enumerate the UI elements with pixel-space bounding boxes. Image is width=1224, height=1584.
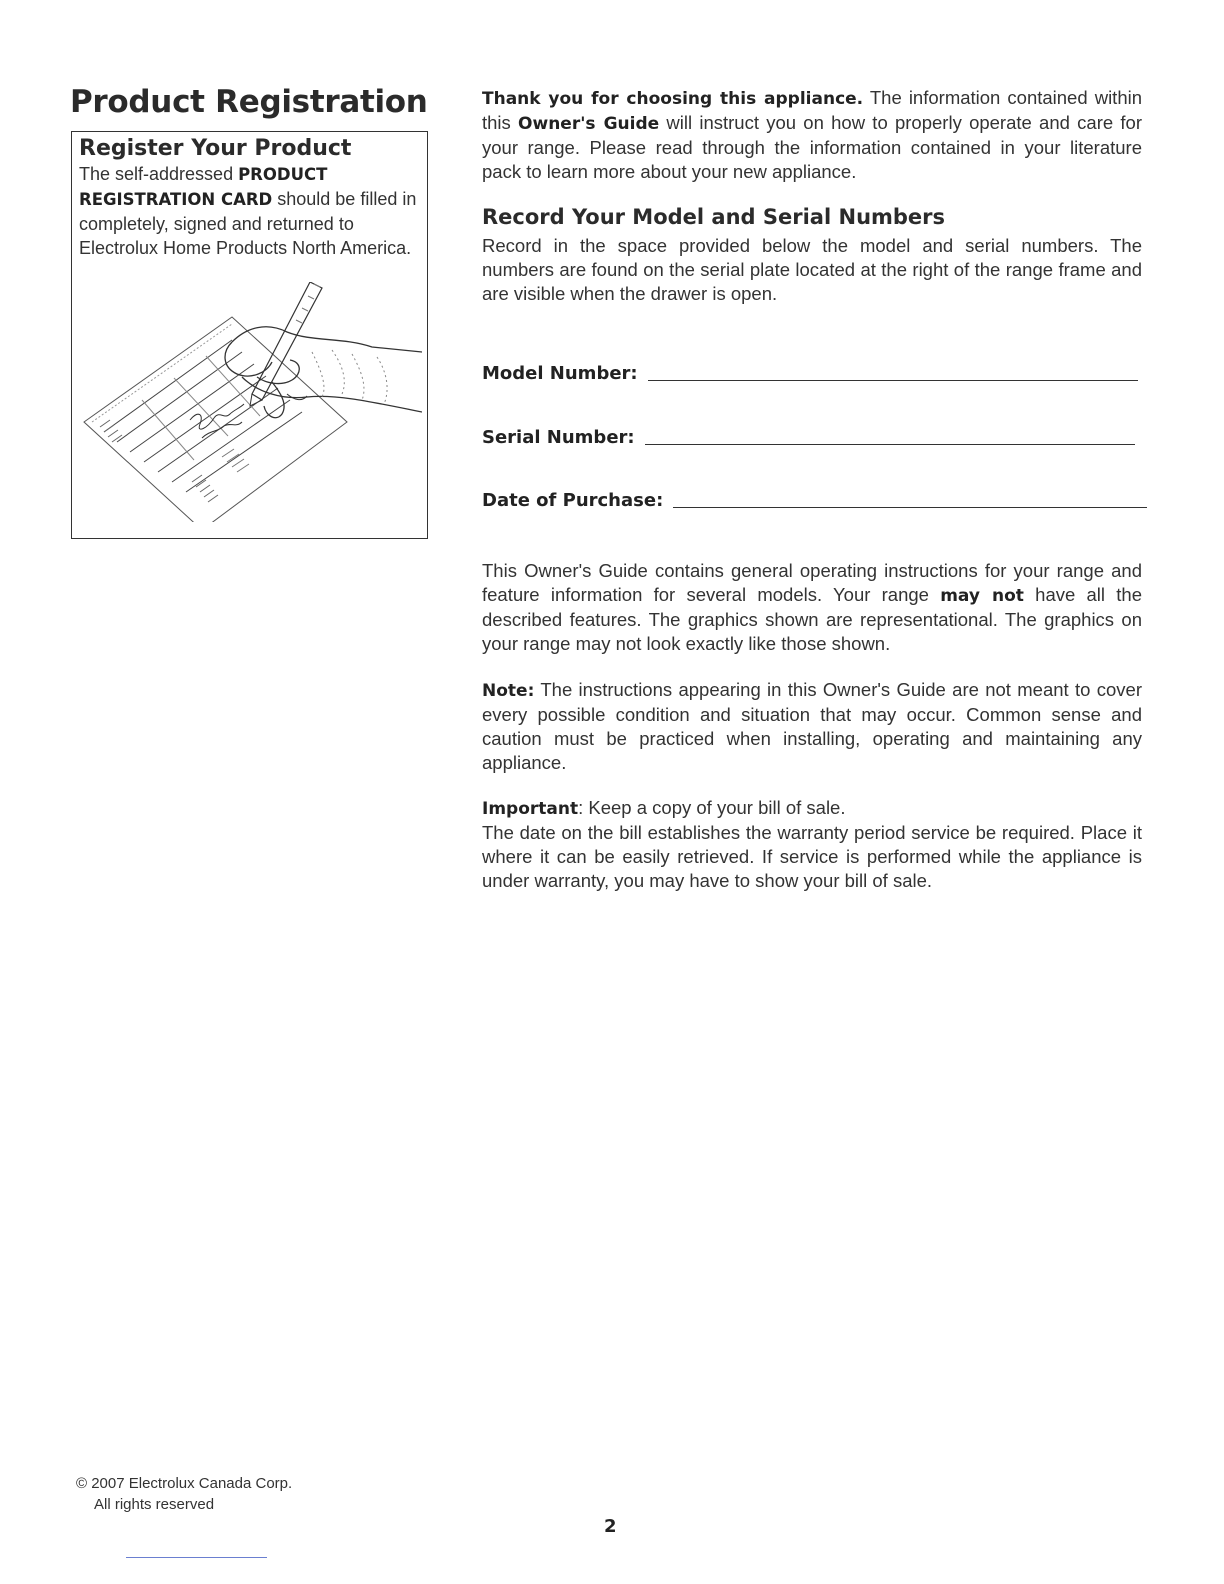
register-text-pre: The self-addressed [79,164,239,184]
serial-number-label: Serial Number: [482,427,635,448]
general-may-not: may not [940,586,1024,606]
register-heading: Register Your Product [79,136,352,161]
important-text-1: : Keep a copy of your bill of sale. [578,797,846,818]
general-text-1: This Owner's Guide contains general operating instructions for your range and feature information for several models. Your range [482,560,1142,605]
date-of-purchase-line[interactable] [673,507,1147,508]
copyright-block [76,1473,292,1515]
note-label: Note: [482,681,535,701]
intro-text-2: will instruct you on how to properly operate and care for your range. Please read through the information contained in your literature pack to learn more about your new appliance. [482,112,1143,182]
date-of-purchase-field[interactable] [482,483,1147,511]
record-heading: Record Your Model and Serial Numbers [482,205,946,229]
page-title: Product Registration [70,84,428,120]
model-number-field[interactable] [482,356,1138,384]
general-text-2: have all the described features. The graphics shown are representational. The graphics on your range may not look exactly like those shown. [482,584,1142,654]
model-number-line[interactable] [648,380,1138,381]
serial-number-line[interactable] [645,444,1135,445]
important-text-2: The date on the bill establishes the warranty period service be required. Place it where it can be easily retrieved. If service is performed while the appliance is under warranty, you may have to show your bill of sale. [482,822,1142,891]
important-label: Important [482,799,579,819]
register-text [79,162,423,260]
serial-number-field[interactable] [482,420,1135,448]
intro-owners-guide: Owner's Guide [518,114,660,134]
important-paragraph [482,796,1142,893]
record-text: Record in the space provided below the model and serial numbers. The numbers are found on the serial plate located at the right of the range frame and are visible when the drawer is open. [482,235,1142,304]
register-text-post: should be filled in completely, signed and returned to Electrolux Home Products North America. [79,189,417,258]
date-of-purchase-label: Date of Purchase: [482,490,664,511]
copyright-line: © 2007 Electrolux Canada Corp. [76,1475,293,1492]
rights-reserved: All rights reserved [94,1496,215,1513]
intro-paragraph [482,86,1142,184]
intro-text-1: The information contained within this [482,87,1143,133]
registration-card-term: PRODUCT REGISTRATION CARD [79,165,328,209]
note-paragraph [482,678,1142,775]
general-paragraph [482,559,1142,656]
note-text: The instructions appearing in this Owner's Guide are not meant to cover every possible condition and situation that may occur. Common sense and caution must be practiced when installing, operating and maintaining any appliance. [482,679,1142,773]
register-product-box [71,131,428,539]
footer-rule [126,1557,267,1558]
page-number: 2 [604,1516,617,1537]
intro-thank-you: Thank you for choosing this appliance. [482,89,864,109]
model-number-label: Model Number: [482,363,638,384]
hand-signing-card-icon [82,282,422,522]
